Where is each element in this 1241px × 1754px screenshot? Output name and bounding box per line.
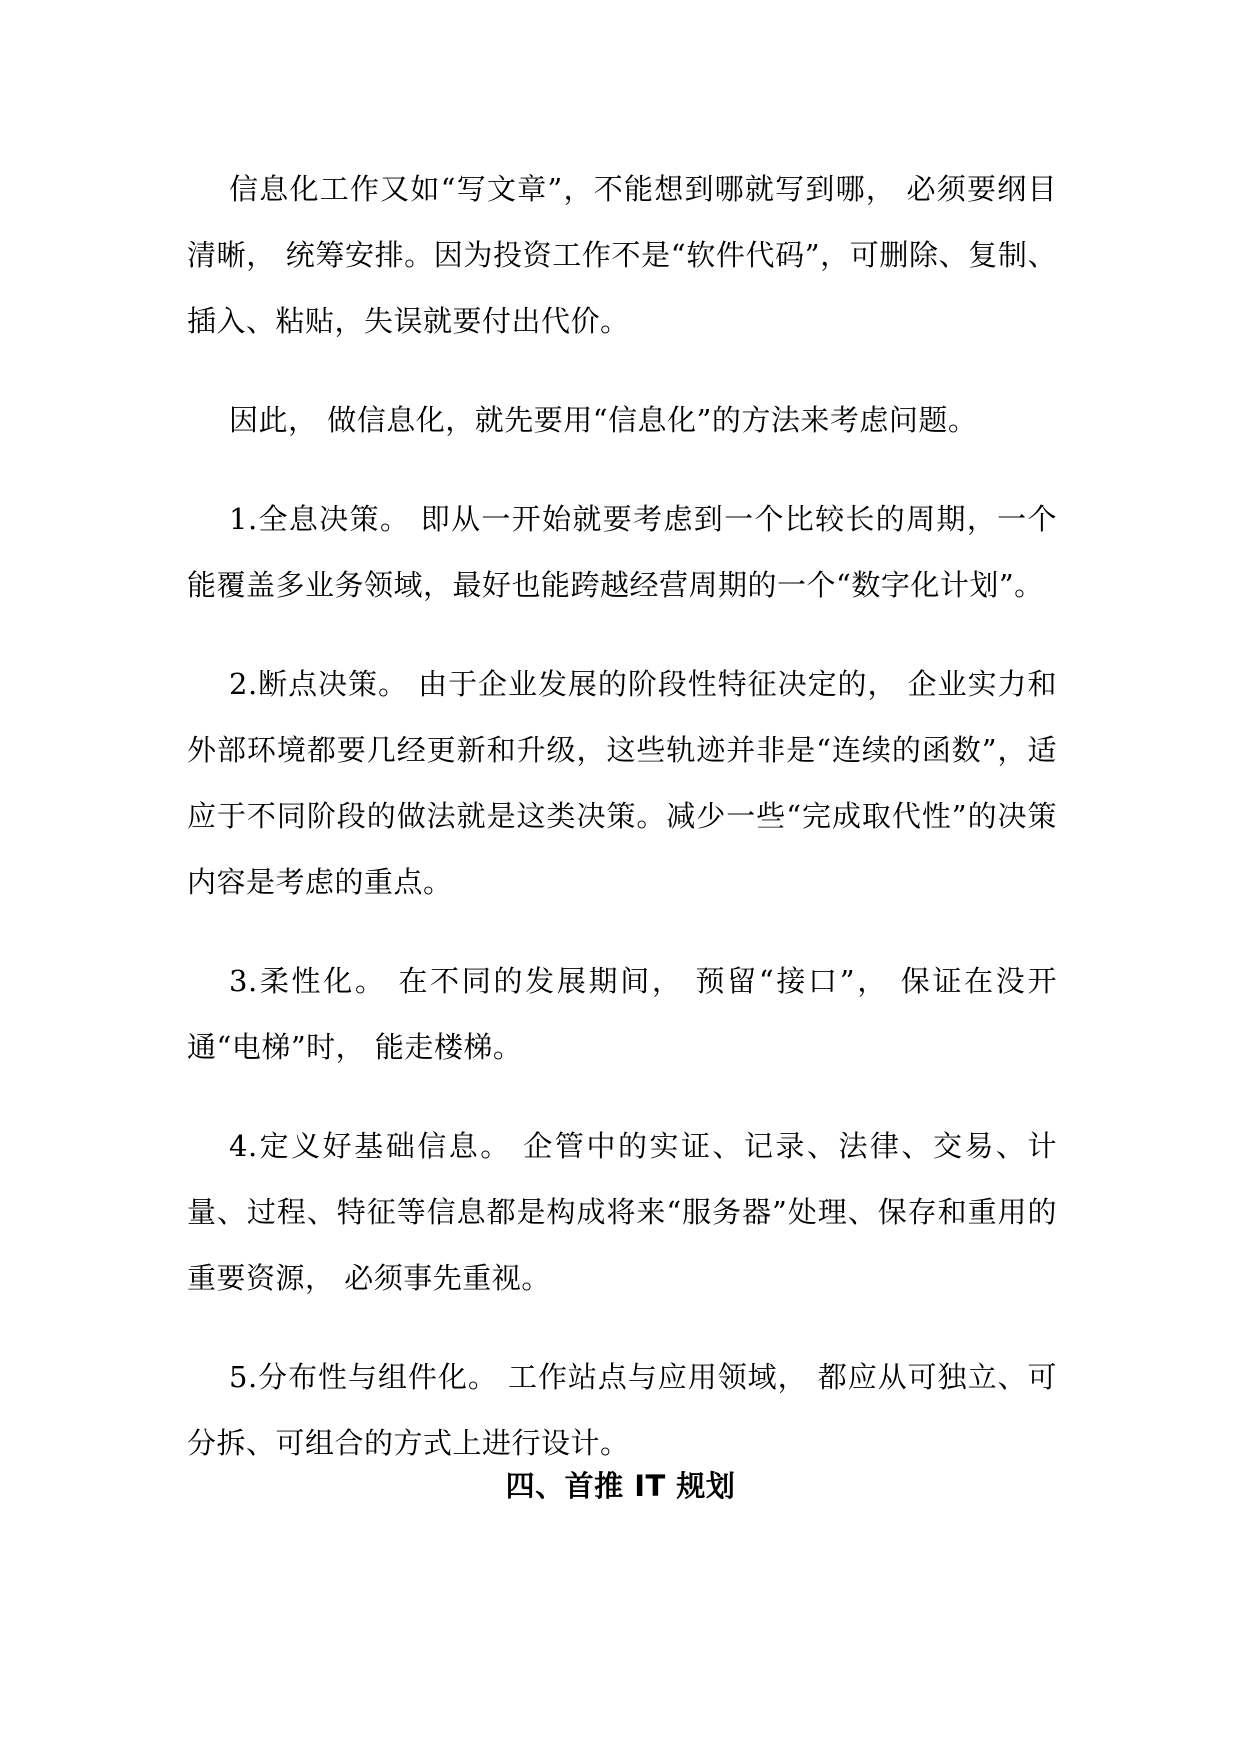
paragraph-point-2: 2.断点决策。 由于企业发展的阶段性特征决定的， 企业实力和外部环境都要几经更新和升级，这些轨迹并非是“连续的函数”，适应于不同阶段的做法就是这类决策。减少一些“完成取代性”的决策内容是考虑的重点。 — [187, 667, 1057, 899]
paragraph-point-3: 3.柔性化。 在不同的发展期间， 预留“接口”， 保证在没开通“电梯”时， 能走楼梯。 — [187, 964, 1057, 1064]
document-body — [187, 156, 1057, 1476]
section-heading: 四、首推 IT 规划 — [505, 1469, 736, 1503]
paragraph-point-4: 4.定义好基础信息。 企管中的实证、记录、法律、交易、计量、过程、特征等信息都是构成将来“服务器”处理、保存和重用的重要资源， 必须事先重视。 — [187, 1129, 1057, 1295]
paragraph-therefore: 因此， 做信息化，就先要用“信息化”的方法来考虑问题。 — [229, 403, 978, 437]
paragraph-point-1: 1.全息决策。 即从一开始就要考虑到一个比较长的周期，一个能覆盖多业务领域，最好也能跨越经营周期的一个“数字化计划”。 — [187, 502, 1057, 602]
paragraph-intro: 信息化工作又如“写文章”，不能想到哪就写到哪， 必须要纲目清晰， 统筹安排。因为投资工作不是“软件代码”，可删除、复制、插入、粘贴，失误就要付出代价。 — [187, 172, 1057, 338]
paragraph-point-5: 5.分布性与组件化。 工作站点与应用领域， 都应从可独立、可分拆、可组合的方式上进行设计。 — [187, 1360, 1057, 1460]
